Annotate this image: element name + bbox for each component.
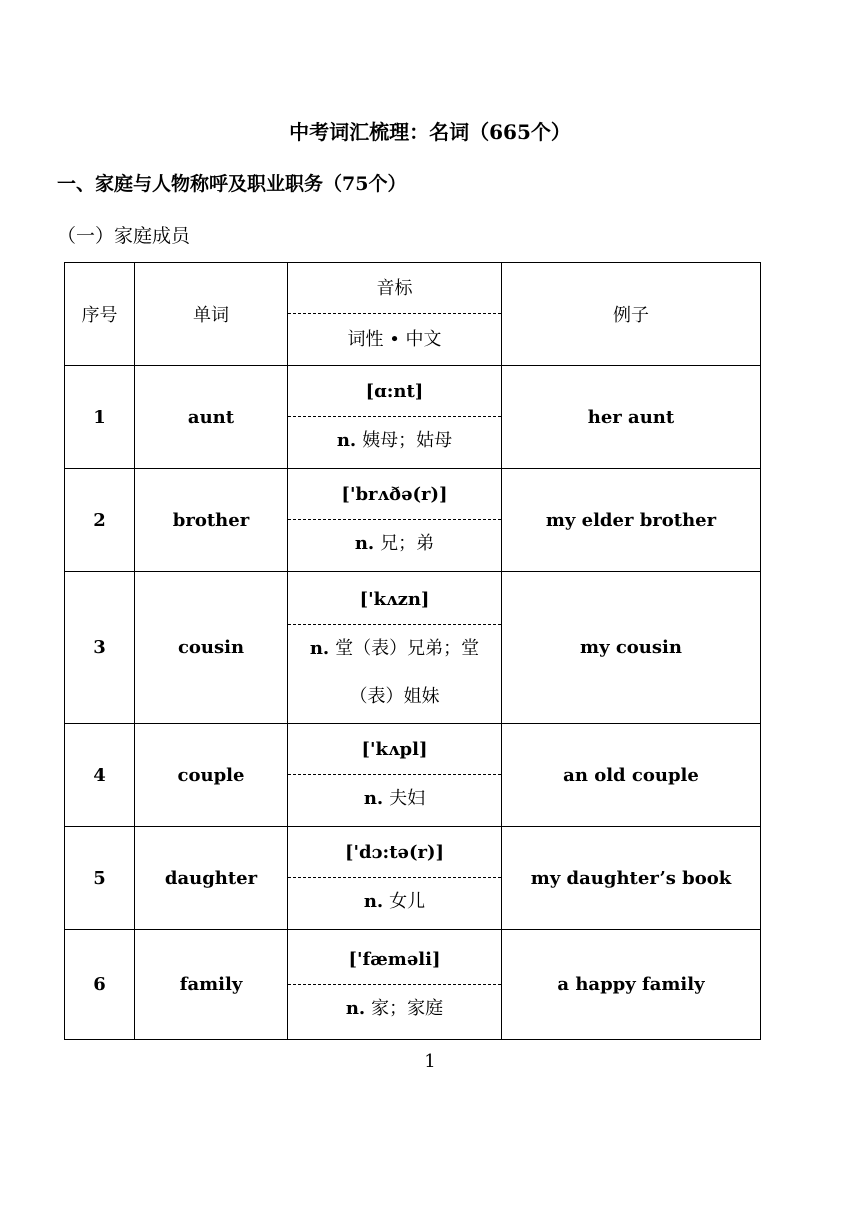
row-phonetic-meaning (288, 827, 502, 930)
row-phonetic: ['fæməli] (288, 934, 501, 985)
row-pos-meaning (288, 417, 501, 468)
header-number: 序号 (65, 263, 135, 366)
table-row (65, 469, 761, 572)
row-meaning: 夫妇 (389, 788, 426, 809)
row-word: family (135, 930, 288, 1040)
table-row (65, 366, 761, 469)
row-word: daughter (135, 827, 288, 930)
row-word: brother (135, 469, 288, 572)
row-word: couple (135, 724, 288, 827)
row-example: my cousin (502, 572, 761, 724)
row-meaning: 女儿 (389, 891, 426, 912)
row-pos-meaning (288, 775, 501, 826)
page-number: 1 (424, 1051, 436, 1072)
row-pos: n. (336, 430, 357, 451)
document-title: 中考词汇梳理：名词（665个） (289, 120, 571, 144)
table-row (65, 572, 761, 724)
table-row (65, 827, 761, 930)
row-word: cousin (135, 572, 288, 724)
header-phonetic-meaning (288, 263, 502, 366)
row-example: a happy family (502, 930, 761, 1040)
row-phonetic: ['kʌzn] (288, 574, 501, 625)
row-example: my elder brother (502, 469, 761, 572)
row-phonetic: ['brʌðə(r)] (288, 469, 501, 520)
row-pos-meaning (288, 625, 501, 721)
row-phonetic-meaning (288, 572, 502, 724)
row-pos: n. (363, 788, 384, 809)
row-phonetic-meaning (288, 366, 502, 469)
row-pos: n. (309, 638, 330, 659)
row-number: 6 (65, 930, 135, 1040)
row-phonetic-meaning (288, 469, 502, 572)
row-pos: n. (345, 997, 366, 1019)
row-example: an old couple (502, 724, 761, 827)
row-word: aunt (135, 366, 288, 469)
row-phonetic: ['kʌpl] (288, 724, 501, 775)
row-meaning: 堂（表）兄弟；堂（表）姐妹 (335, 638, 480, 707)
table-header-row (65, 263, 761, 366)
vocabulary-table (64, 262, 761, 1040)
row-pos-meaning (288, 520, 501, 571)
row-number: 2 (65, 469, 135, 572)
row-pos-meaning (288, 878, 501, 929)
header-word: 单词 (135, 263, 288, 366)
row-number: 1 (65, 366, 135, 469)
table-row (65, 724, 761, 827)
row-phonetic-meaning (288, 724, 502, 827)
row-phonetic-meaning (288, 930, 502, 1040)
subsection-heading: （一）家庭成员 (57, 225, 191, 247)
header-example: 例子 (502, 263, 761, 366)
row-phonetic: ['dɔ:tə(r)] (288, 827, 501, 878)
row-pos: n. (354, 533, 375, 554)
row-meaning: 兄；弟 (380, 533, 435, 554)
table-row (65, 930, 761, 1040)
row-meaning: 家；家庭 (371, 997, 444, 1019)
header-pos-meaning: 词性 • 中文 (347, 329, 442, 350)
row-pos-meaning (288, 985, 501, 1036)
section-heading: 一、家庭与人物称呼及职业职务（75个） (57, 173, 407, 195)
row-meaning: 姨母；姑母 (362, 430, 453, 451)
header-phonetic: 音标 (288, 263, 501, 314)
row-example: my daughter’s book (502, 827, 761, 930)
row-pos: n. (363, 891, 384, 912)
row-number: 3 (65, 572, 135, 724)
row-phonetic: [ɑ:nt] (288, 366, 501, 417)
row-number: 5 (65, 827, 135, 930)
row-example: her aunt (502, 366, 761, 469)
row-number: 4 (65, 724, 135, 827)
